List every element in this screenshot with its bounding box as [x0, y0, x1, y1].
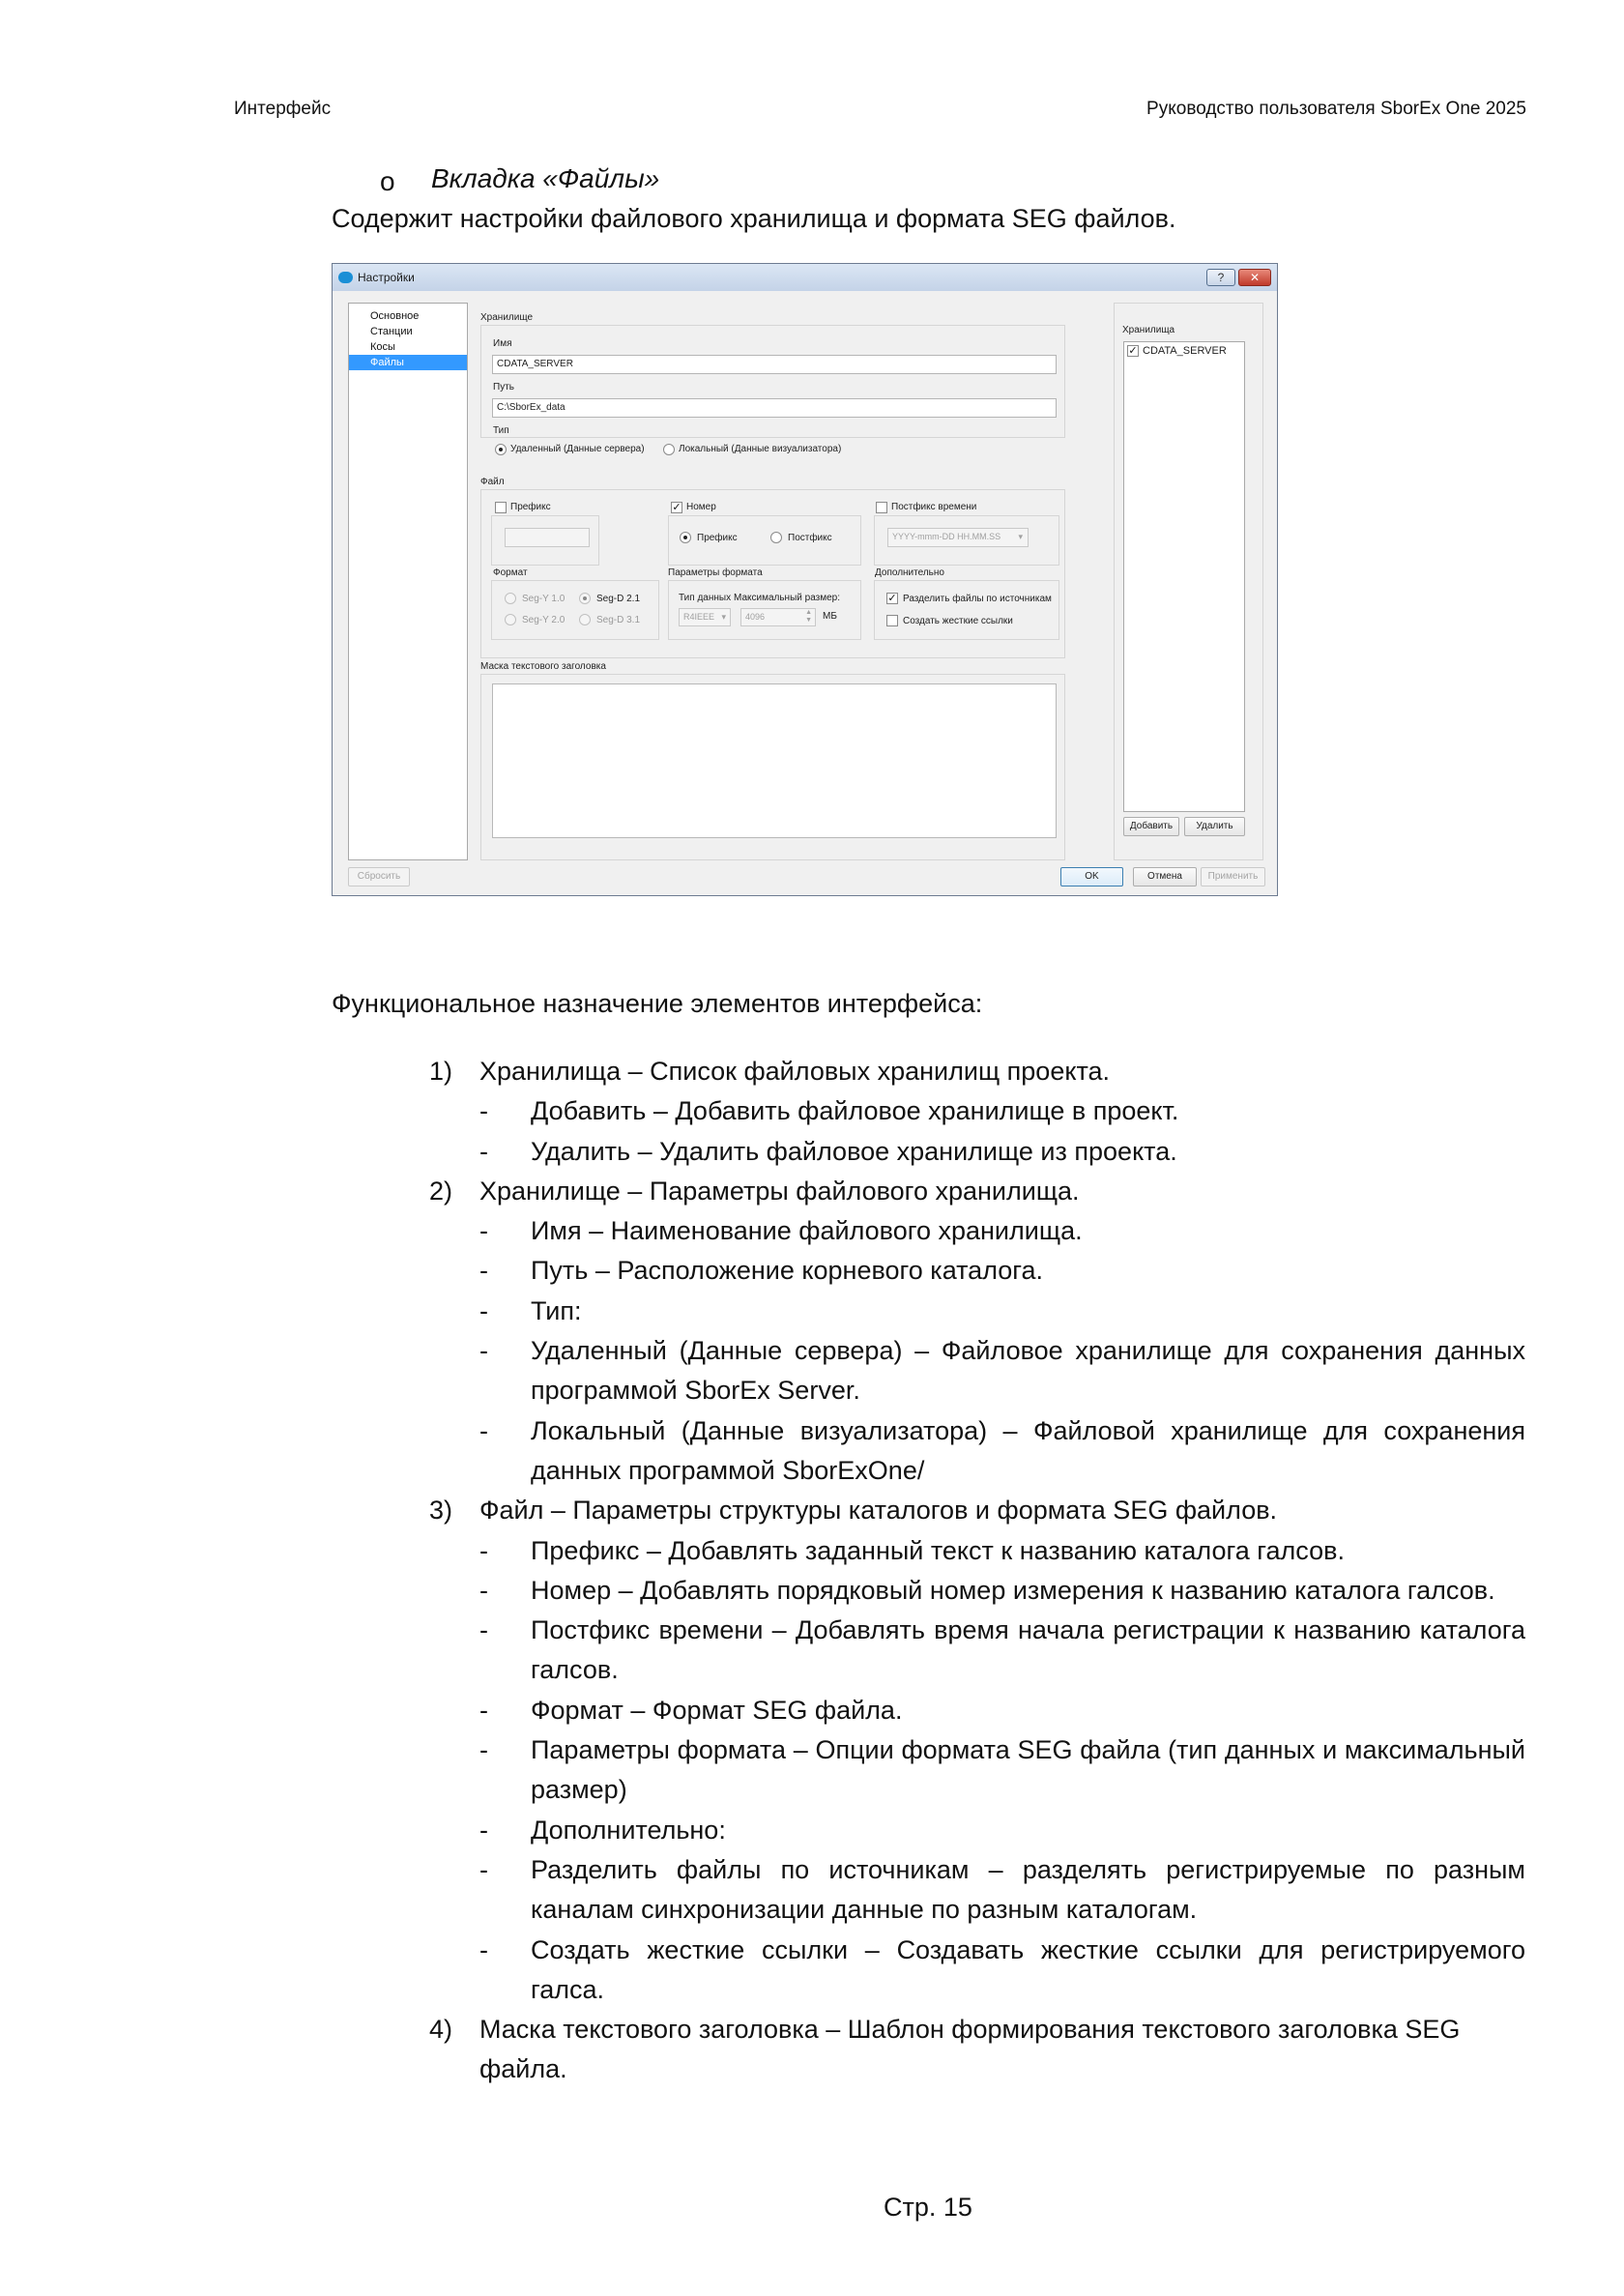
- time-postfix-checkbox[interactable]: [876, 502, 887, 513]
- format-segd31-label: Seg-D 3.1: [596, 615, 641, 625]
- dialog-title: Настройки: [358, 271, 415, 284]
- prefix-label: Префикс: [510, 502, 551, 512]
- section-bullet: o: [380, 166, 395, 196]
- number-label: Номер: [686, 502, 716, 512]
- format-segd31-radio[interactable]: [579, 614, 591, 625]
- section-title: Вкладка «Файлы»: [431, 163, 660, 193]
- list-item: - Удаленный (Данные сервера) – Файловое хранилище для сохранения данных программой SborEx Server.: [479, 1336, 1525, 1406]
- extra-box: [874, 580, 1059, 640]
- mask-textarea[interactable]: [492, 683, 1057, 838]
- chevron-down-icon: ▾: [1018, 532, 1023, 541]
- list-item: - Разделить файлы по источникам – разделять регистрируемые по разным каналам синхронизации данные по разным каталогам.: [479, 1854, 1525, 1925]
- time-format-select[interactable]: [887, 528, 1029, 547]
- storage-item-label[interactable]: CDATA_SERVER: [1143, 345, 1227, 357]
- extra-label: Дополнительно: [875, 567, 944, 578]
- list-item: 4) Маска текстового заголовка – Шаблон формирования текстового заголовка SEG файла.: [429, 2015, 1461, 2084]
- list-item: - Имя – Наименование файлового хранилища.: [479, 1216, 1083, 1246]
- number-postfix-label: Постфикс: [788, 533, 832, 543]
- format-segy20-label: Seg-Y 2.0: [522, 615, 566, 625]
- storage-group: [480, 325, 1065, 438]
- app-logo-icon: [338, 272, 353, 283]
- page-number: Стр. 15: [884, 2193, 972, 2222]
- help-button[interactable]: ?: [1206, 269, 1235, 286]
- header-left: Интерфейс: [234, 99, 332, 119]
- list-item: - Путь – Расположение корневого каталога.: [479, 1256, 1044, 1286]
- list-item: - Создать жесткие ссылки – Создавать жесткие ссылки для регистрируемого галса.: [479, 1934, 1525, 2004]
- file-group-label: Файл: [480, 477, 505, 487]
- delete-storage-button[interactable]: Удалить: [1184, 817, 1245, 836]
- list-item: - Тип:: [479, 1295, 582, 1325]
- format-label: Формат: [493, 567, 528, 578]
- nav-item-general[interactable]: Основное: [370, 310, 420, 322]
- list-item: - Добавить – Добавить файловое хранилище в проект.: [479, 1096, 1179, 1126]
- list-item: - Префикс – Добавлять заданный текст к названию каталога галсов.: [479, 1535, 1345, 1565]
- list-item: - Постфикс времени – Добавлять время начала регистрации к названию каталога галсов.: [479, 1615, 1525, 1685]
- format-segy10-radio[interactable]: [505, 593, 516, 604]
- data-type-select[interactable]: [679, 608, 731, 626]
- time-postfix-label: Постфикс времени: [891, 502, 977, 512]
- path-input[interactable]: C:\SborEx_data: [492, 398, 1057, 418]
- settings-nav: [348, 303, 468, 860]
- settings-dialog: [332, 263, 1278, 896]
- list-item: 3) Файл – Параметры структуры каталогов и формата SEG файлов.: [429, 1496, 1278, 1526]
- max-size-value: 4096: [745, 612, 766, 622]
- list-item: 2) Хранилище – Параметры файлового хранилища.: [429, 1176, 1080, 1206]
- storage-item-checkbox[interactable]: ✓: [1128, 345, 1138, 357]
- close-button[interactable]: ✕: [1238, 269, 1271, 286]
- hardlinks-label: Создать жесткие ссылки: [903, 616, 1013, 626]
- type-remote-radio[interactable]: [495, 444, 507, 455]
- nav-item-streamers[interactable]: Косы: [370, 341, 395, 353]
- name-label: Имя: [493, 338, 512, 349]
- format-segd21-radio[interactable]: [579, 593, 591, 604]
- reset-button[interactable]: Сбросить: [348, 867, 410, 886]
- type-remote-label: Удаленный (Данные сервера): [510, 444, 645, 454]
- mask-label: Маска текстового заголовка: [480, 661, 606, 672]
- max-size-label: Максимальный размер:: [734, 593, 841, 603]
- header-right: Руководство пользователя SborEx One 2025: [1146, 99, 1526, 119]
- section-intro: Содержит настройки файлового хранилища и формата SEG файлов.: [332, 204, 1176, 233]
- path-label: Путь: [493, 382, 514, 392]
- format-segy20-radio[interactable]: [505, 614, 516, 625]
- add-storage-button[interactable]: Добавить: [1123, 817, 1179, 836]
- list-item: - Дополнительно:: [479, 1815, 726, 1845]
- content-lead: Функциональное назначение элементов интерфейса:: [332, 989, 983, 1018]
- name-input[interactable]: CDATA_SERVER: [492, 355, 1057, 374]
- apply-button[interactable]: Применить: [1201, 867, 1265, 886]
- nav-item-stations[interactable]: Станции: [370, 326, 413, 337]
- split-label: Разделить файлы по источникам: [903, 594, 1052, 604]
- cancel-button[interactable]: Отмена: [1133, 867, 1197, 886]
- ok-button[interactable]: OK: [1060, 867, 1123, 886]
- list-item: - Номер – Добавлять порядковый номер измерения к названию каталога галсов.: [479, 1575, 1495, 1605]
- prefix-checkbox[interactable]: [495, 502, 507, 513]
- format-params-label: Параметры формата: [668, 567, 763, 578]
- format-box: [491, 580, 659, 640]
- type-local-label: Локальный (Данные визуализатора): [679, 444, 842, 454]
- list-item: 1) Хранилища – Список файловых хранилищ проекта.: [429, 1057, 1111, 1086]
- dialog-titlebar: [333, 264, 1277, 291]
- storages-list[interactable]: [1123, 341, 1245, 812]
- nav-item-files[interactable]: Файлы: [349, 355, 467, 370]
- number-prefix-radio[interactable]: [680, 532, 691, 543]
- prefix-input[interactable]: [505, 528, 590, 547]
- number-postfix-radio[interactable]: [770, 532, 782, 543]
- number-prefix-label: Префикс: [697, 533, 738, 543]
- type-local-radio[interactable]: [663, 444, 675, 455]
- time-format-value: YYYY-mmm-DD HH.MM.SS: [892, 532, 1001, 541]
- data-type-value: R4IEEE: [683, 612, 715, 622]
- list-item: - Формат – Формат SEG файла.: [479, 1695, 903, 1725]
- storages-label: Хранилища: [1122, 325, 1175, 335]
- data-type-label: Тип данных: [679, 593, 732, 603]
- list-item: - Удалить – Удалить файловое хранилище из проекта.: [479, 1136, 1177, 1166]
- hardlinks-checkbox[interactable]: [886, 615, 898, 626]
- number-checkbox[interactable]: ✓: [672, 502, 682, 513]
- content-list: [429, 1052, 1525, 2090]
- list-item: - Параметры формата – Опции формата SEG файла (тип данных и максимальный размер): [479, 1735, 1525, 1805]
- storage-group-label: Хранилище: [480, 312, 533, 323]
- format-segd21-label: Seg-D 2.1: [596, 594, 641, 604]
- type-label: Тип: [493, 425, 509, 436]
- max-size-spinbox[interactable]: [740, 608, 816, 626]
- format-segy10-label: Seg-Y 1.0: [522, 594, 566, 604]
- spinner-arrows-icon: ▲ ▼: [805, 609, 812, 624]
- max-size-unit: МБ: [823, 611, 837, 622]
- split-checkbox[interactable]: ✓: [887, 593, 897, 604]
- chevron-down-icon: ▾: [721, 612, 726, 622]
- list-item: - Локальный (Данные визуализатора) – Файловой хранилище для сохранения данных программой SborExOne/: [479, 1415, 1525, 1485]
